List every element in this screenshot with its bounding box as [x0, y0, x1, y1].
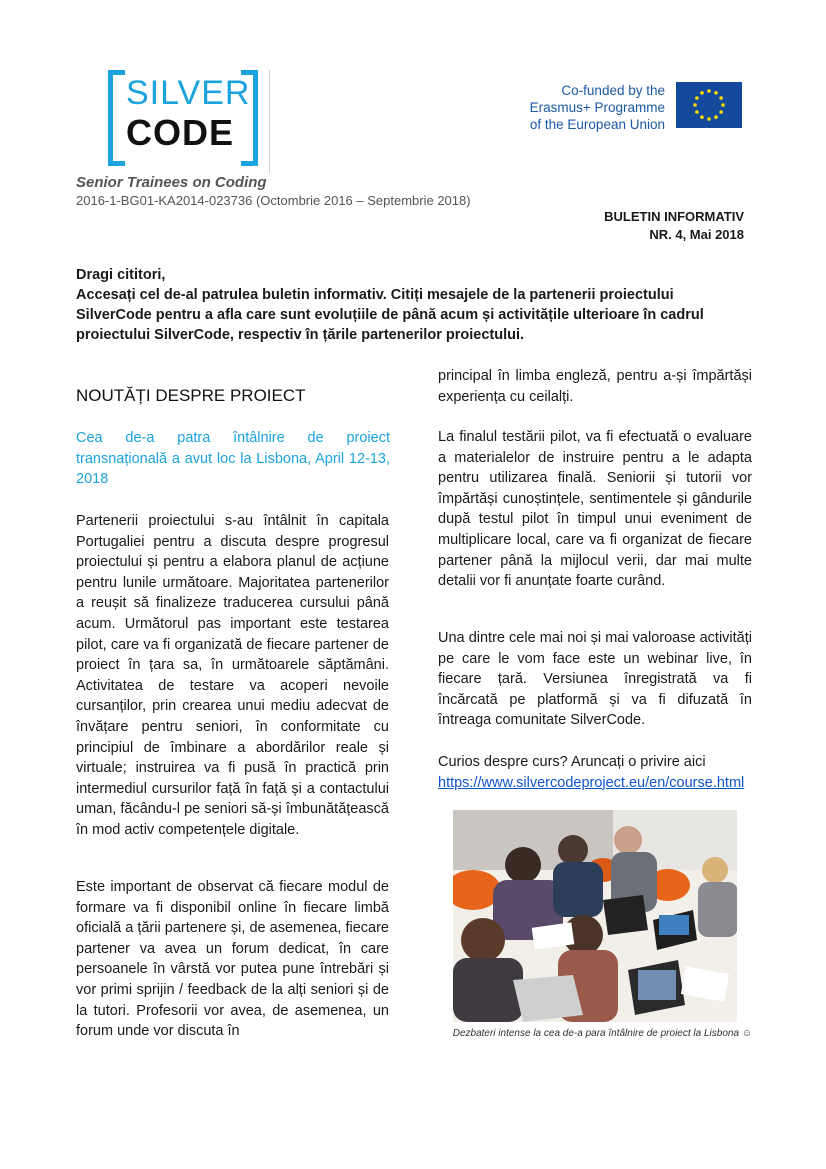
eu-star — [721, 103, 725, 107]
eu-star — [714, 115, 718, 119]
eu-star — [719, 96, 723, 100]
eu-star — [714, 91, 718, 95]
eu-star — [693, 103, 697, 107]
silvercode-logo — [108, 70, 258, 158]
eu-cofunded-text — [500, 82, 665, 133]
eu-star — [695, 110, 699, 114]
course-promo-text: Curios despre curs? Aruncați o privire aici — [438, 754, 706, 770]
paragraph-4: Una dintre cele mai noi și mai valoroase activități pe care le vom face este un webinar live, în fiecare țară. Versiunea înregistrată va fi încărcată pe platformă și va fi difuzată în întreaga comunitate SilverCode. — [438, 630, 752, 729]
eu-star — [719, 110, 723, 114]
eu-flag-icon — [676, 82, 742, 128]
eu-star — [695, 96, 699, 100]
intro-text: Accesați cel de-al patrulea buletin informativ. Citiți mesajele de la partenerii proiectului SilverCode pentru a afla care sunt evoluțiile de până acum și activitățile ulterioare în cadrul proiectului SilverCode, respectiv în țările partenerilor proiectului. — [76, 287, 704, 343]
project-code: 2016-1-BG01-KA2014-023736 (Octombrie 2016 – Septembrie 2018) — [76, 193, 471, 208]
eu-star — [707, 117, 711, 121]
bulletin-title: BULETIN INFORMATIV — [604, 209, 744, 224]
article-title: Cea de-a patra întâlnire de proiect transnațională a avut loc la Lisbona, April 12-13, 2018 — [76, 430, 390, 487]
logo-bracket-left — [108, 70, 125, 166]
paragraph-2-continued: principal în limba engleză, pentru a-și împărtăși experiența cu ceilalți. — [438, 368, 752, 405]
eu-line-2: Erasmus+ Programme — [529, 100, 665, 115]
photo-caption: Dezbateri intense la cea de-a para întâlnire de proiect la Lisbona ☺ — [452, 1028, 752, 1039]
paragraph-1: Partenerii proiectului s-au întâlnit în capitala Portugaliei pentru a discuta despre progresul proiectului și pentru a elabora planul de acțiune pentru lunile următoare. Majoritatea partenerilor a reușit să finalizeze traducerea cursului până acum. Următorul pas important este testarea pilot, care va fi organizată de fiecare partener de proiect în țara sa, în următoarele săptămâni. Activitatea de testare va acoperi nevoile cursanților, prin crearea unui mediu adecvat de învățare pentru seniori, în conformitate cu principiul de îmbinare a abordărilor reale și virtuale; instruirea va fi pusă în practică prin intermediul cursurilor față în față și a contactului uman, făcându-l pe seniori să-și îmbunătățească în mod activ competențele digitale. — [76, 513, 389, 838]
bulletin-info — [604, 208, 744, 244]
paragraph-3: La finalul testării pilot, va fi efectuată o evaluare a materialelor de instruire pentru a le adapta pentru utilizarea finală. Seniorii și tutorii vor împărtăși cunoștințele, sentimentele și gândurile după testul pilot în timpul unui eveniment de multiplicare local, care va fi organizat de fiecare partener până la mijlocul verii, dar mai multe detalii vor fi anunțate foarte curând. — [438, 429, 752, 590]
logo-divider — [269, 70, 270, 173]
section-title: NOUTĂȚI DESPRE PROIECT — [76, 386, 306, 405]
project-subtitle: Senior Trainees on Coding — [76, 174, 267, 191]
greeting-text: Dragi cititori, — [76, 267, 166, 283]
bulletin-number: NR. 4, Mai 2018 — [649, 227, 744, 242]
meeting-photo — [453, 810, 737, 1022]
course-promo — [438, 752, 752, 793]
eu-star — [700, 115, 704, 119]
eu-line-3: of the European Union — [529, 117, 665, 132]
course-link[interactable]: https://www.silvercodeproject.eu/en/course.html — [438, 774, 745, 791]
eu-line-1: Co-funded by the — [561, 83, 665, 98]
eu-star — [707, 89, 711, 93]
logo-code-text: CODE — [126, 112, 235, 153]
eu-star — [700, 91, 704, 95]
paragraph-2: Este important de observat că fiecare modul de formare va fi disponibil online în fiecare limbă oficială a țării partenere și, de asemenea, fiecare partener va avea un forum dedicat, în care persoanele în vârstă vor putea pune întrebări și vor primi sprijin / feedback de la alți seniori și de la tutori. Profesorii vor avea, de asemenea, un forum unde vor discuta în — [76, 879, 389, 1040]
logo-silver-text: SILVER — [126, 74, 251, 112]
intro — [76, 265, 752, 345]
